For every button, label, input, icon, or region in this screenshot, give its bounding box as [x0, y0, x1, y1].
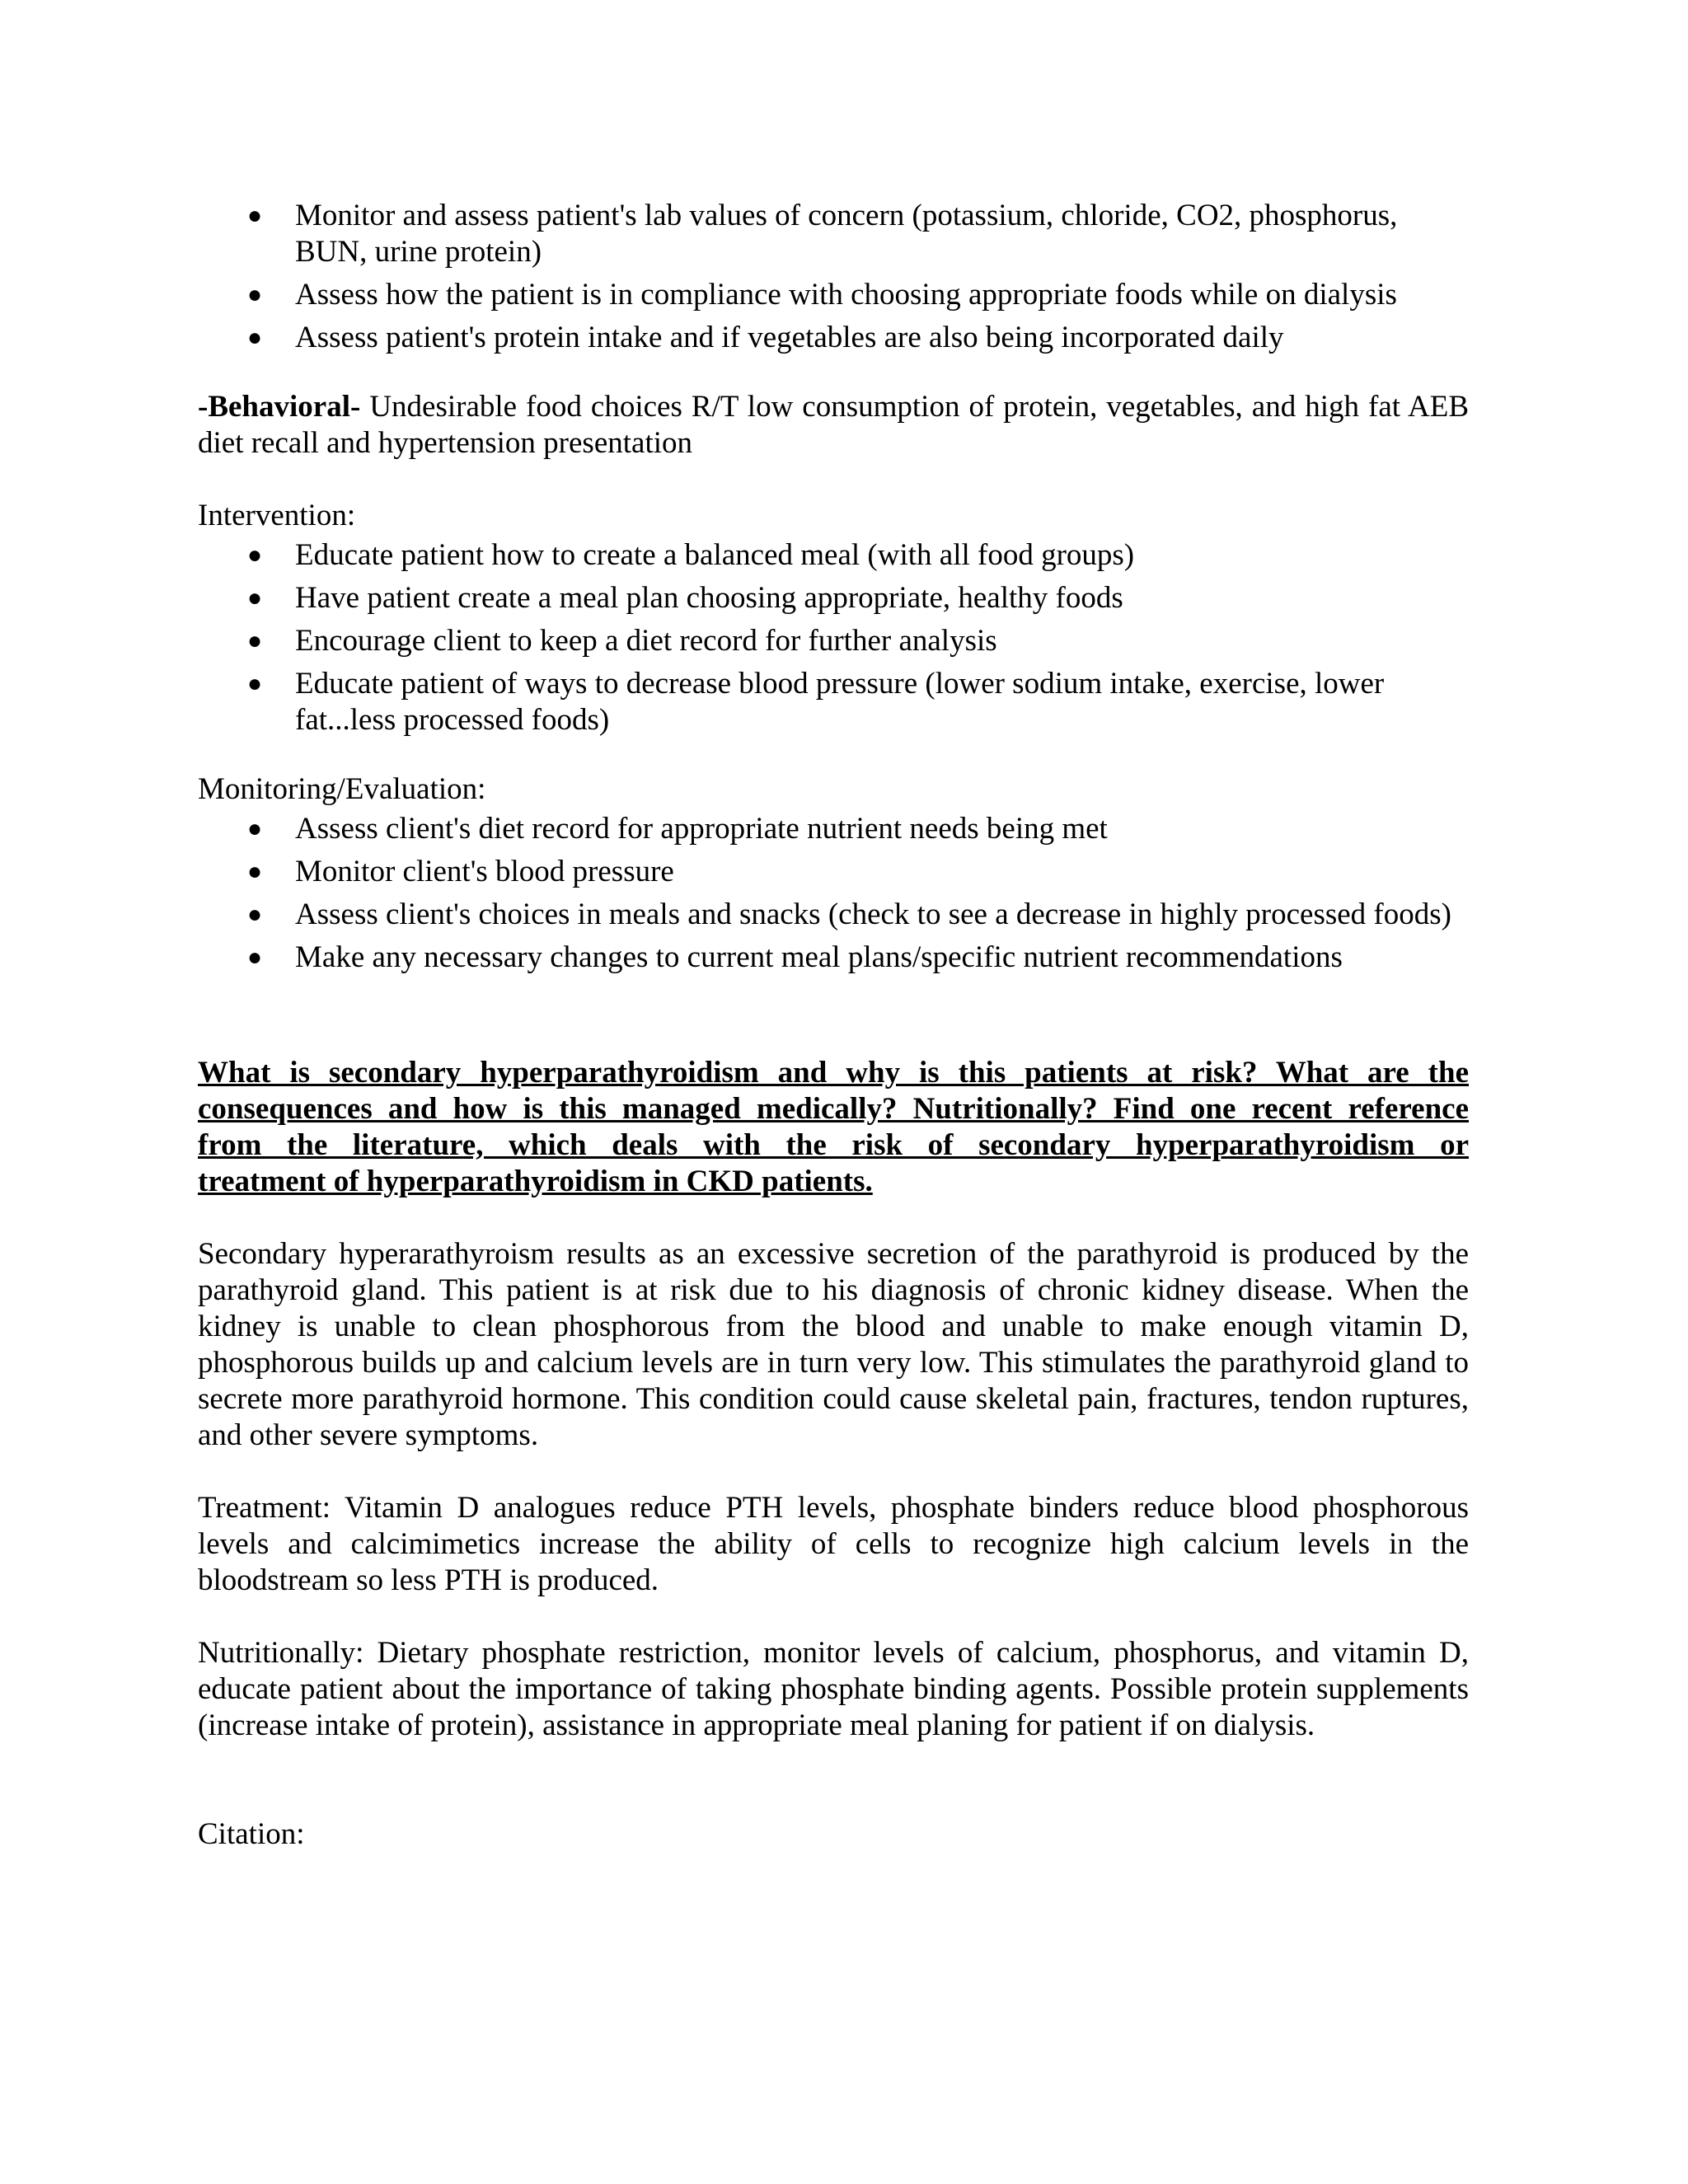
list-item [198, 198, 1469, 270]
intervention-label: Intervention: [198, 499, 356, 532]
question-heading [198, 1055, 1469, 1200]
bullet-icon: ● [247, 281, 263, 308]
bullet-icon: ● [247, 541, 263, 569]
list-item [198, 811, 1469, 847]
bullet-icon: ● [247, 901, 263, 928]
nutrition-paragraph: Nutritionally: Dietary phosphate restriction, monitor levels of calcium, phosphorus, and vitamin D, educate patient about the importance of taking phosphate binding agents. Possible protein supplements (increase intake of protein), assistance in appropriate meal planing for patient if on dialysis. [198, 1636, 1469, 1742]
question-line: consequences and how is this managed medically? Nutritionally? Find one recent reference [198, 1092, 1469, 1126]
behavioral-text: Undesirable food choices R/T low consumption of protein, vegetables, and high fat AEB diet recall and hypertension presentation [198, 390, 1469, 460]
list-item-text: Assess client's diet record for appropriate nutrient needs being met [295, 812, 1108, 846]
list-item-text: Have patient create a meal plan choosing appropriate, healthy foods [295, 581, 1123, 615]
list-item [198, 854, 1469, 890]
bullet-icon: ● [247, 670, 263, 697]
list-item-text: Monitor and assess patient's lab values of concern (potassium, chloride, CO2, phosphorus, BUN, urine protein) [295, 199, 1398, 269]
answer-paragraph: Secondary hyperarathyroism results as an excessive secretion of the parathyroid is produced by the parathyroid gland. This patient is at risk due to his diagnosis of chronic kidney disease. When the kidney is unable to clean phosphorous from the blood and unable to make enough vitamin D, phosphorous builds up and calcium levels are in turn very low. This stimulates the parathyroid gland to secrete more parathyroid hormone. This condition could cause skeletal pain, fractures, tendon ruptures, and other severe symptoms. [198, 1237, 1469, 1452]
list-item-text: Assess how the patient is in compliance with choosing appropriate foods while on dialysis [295, 278, 1397, 312]
question-line: treatment of hyperparathyroidism in CKD patients. [198, 1165, 873, 1198]
intervention-list [198, 537, 1469, 738]
bullet-icon: ● [247, 944, 263, 971]
list-item [198, 623, 1469, 659]
monitoring-list-1 [198, 198, 1469, 356]
bullet-icon: ● [247, 584, 263, 612]
list-item [198, 537, 1469, 574]
citation-label: Citation: [198, 1817, 305, 1851]
bullet-icon: ● [247, 324, 263, 351]
list-item-text: Assess client's choices in meals and snacks (check to see a decrease in highly processed foods) [295, 898, 1451, 931]
list-item-text: Make any necessary changes to current meal plans/specific nutrient recommendations [295, 940, 1343, 974]
behavioral-heading: -Behavioral- [198, 390, 361, 424]
treatment-paragraph: Treatment: Vitamin D analogues reduce PTH levels, phosphate binders reduce blood phosphorous levels and calcimimetics increase the ability of cells to recognize high calcium levels in the bloodstream so less PTH is produced. [198, 1491, 1469, 1597]
monitoring-evaluation-label: Monitoring/Evaluation: [198, 772, 486, 806]
bullet-icon: ● [247, 858, 263, 885]
list-item-text: Assess patient's protein intake and if vegetables are also being incorporated daily [295, 321, 1284, 354]
bullet-icon: ● [247, 202, 263, 229]
list-item-text: Monitor client's blood pressure [295, 855, 674, 888]
list-item-text: Educate patient how to create a balanced meal (with all food groups) [295, 538, 1135, 572]
document-page [198, 198, 1469, 1853]
list-item-text: Educate patient of ways to decrease blood pressure (lower sodium intake, exercise, lower fat...less processed foods) [295, 667, 1385, 737]
list-item [198, 897, 1469, 933]
question-line: What is secondary hyperparathyroidism and why is this patients at risk? What are the [198, 1056, 1469, 1090]
bullet-icon: ● [247, 815, 263, 842]
list-item-text: Encourage client to keep a diet record for further analysis [295, 624, 997, 658]
bullet-icon: ● [247, 627, 263, 654]
list-item [198, 580, 1469, 616]
list-item [198, 666, 1469, 738]
monitoring-evaluation-list [198, 811, 1469, 976]
list-item [198, 320, 1469, 356]
question-line: from the literature, which deals with the risk of secondary hyperparathyroidism or [198, 1128, 1469, 1162]
list-item [198, 940, 1469, 976]
behavioral-diagnosis [198, 389, 1469, 462]
list-item [198, 277, 1469, 313]
